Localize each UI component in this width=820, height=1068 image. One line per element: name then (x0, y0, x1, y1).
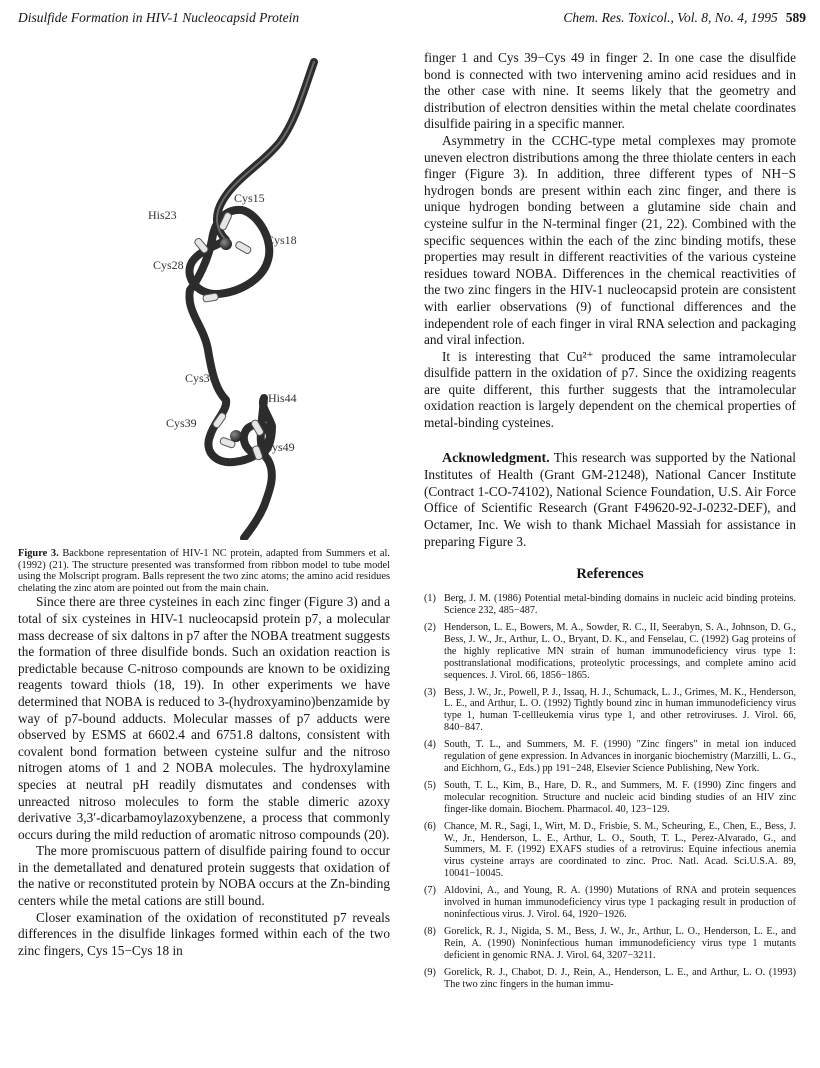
reference-text: Aldovini, A., and Young, R. A. (1990) Mutations of RNA and protein sequences involved in human immunodeficiency virus type 1 packaging result in production of noninfectious virus. J. Virol. 64, 1920−1926. (444, 885, 796, 920)
reference-number: (4) (424, 739, 436, 751)
label-cys28: Cys28 (153, 258, 184, 272)
label-cys18: Cys18 (266, 233, 297, 247)
body-paragraph: It is interesting that Cu²⁺ produced the same intramolecular disulfide pattern in the oxidation of p7. Since the oxidizing reagents are quite different, this further suggests that the intramolecular oxidation reaction is largely dependent on the chemical properties of metal-binding cysteines. (424, 348, 796, 431)
protein-backbone-diagram (18, 50, 390, 540)
reference-text: South, T. L., Kim, B., Hare, D. R., and Summers, M. F. (1990) Zinc fingers and molecular recognition. Structure and nucleic acid binding studies of an HIV zinc finger-like domain. Biochem. Pharmacol. 40, 123−129. (444, 779, 796, 815)
reference-item (424, 821, 796, 881)
left-column (18, 50, 390, 959)
reference-number: (9) (424, 966, 436, 978)
acknowledgment-text: This research was supported by the National Institutes of Health (Grant GM-21248), National Cancer Institute (Contract 1-CO-74102), National Science Foundation, U.S. Air Force Office of Scientific Research (Grant F49620-92-J-0232-DEF), and Octamer, Inc. We wish to thank Michael Massiah for assistance in preparing Figure 3. (424, 449, 796, 549)
reference-text: Berg, J. M. (1986) Potential metal-binding domains in nucleic acid binding proteins. Science 232, 485−487. (444, 593, 796, 617)
body-paragraph: The more promiscuous pattern of disulfide pairing found to occur in the demetallated and denatured protein suggests that oxidation of the native or reconstituted protein by NOBA occurs at the Zn-binding centers while the metal cations are still bound. (18, 843, 390, 909)
zinc-atom-1 (220, 238, 232, 250)
reference-list (424, 593, 796, 990)
reference-number: (8) (424, 925, 436, 937)
label-cys36: Cys36 (185, 371, 216, 385)
journal-citation (563, 10, 806, 26)
reference-item (424, 687, 796, 735)
running-header (18, 10, 806, 30)
reference-item (424, 780, 796, 816)
reference-item (424, 739, 796, 775)
reference-number: (3) (424, 686, 436, 698)
reference-item (424, 967, 796, 991)
body-paragraph: finger 1 and Cys 39−Cys 49 in finger 2. In one case the disulfide bond is connected with two intervening amino acid residues and in the other case with nine. It seems likely that the geometry and distribution of electron densities within the metal chelate coordinates disulfide pairing in a specific manner. (424, 50, 796, 132)
reference-number: (1) (424, 593, 436, 605)
reference-text: Gorelick, R. J., Chabot, D. J., Rein, A., Henderson, L. E., and Arthur, L. O. (1993) The two zinc fingers in the human immu- (444, 966, 796, 990)
caption-label: Figure 3. (18, 548, 59, 559)
label-his23: His23 (148, 208, 177, 222)
figure-caption (18, 548, 390, 594)
reference-text: Bess, J. W., Jr., Powell, P. J., Issaq, H. J., Schumack, L. J., Grimes, M. K., Henderson, L. E., and Arthur, L. O. (1992) Tightly bound zinc in human immunodeficiency virus type 1, human T-cellleukemia virus type 1, and other retroviruses. J. Virol. 66, 840−847. (444, 686, 796, 734)
reference-item (424, 885, 796, 921)
reference-item (424, 593, 796, 617)
label-his44: His44 (268, 391, 297, 405)
references-heading: References (576, 566, 644, 583)
label-cys49: Cys49 (264, 440, 295, 454)
label-cys39: Cys39 (166, 416, 197, 430)
body-paragraph: Asymmetry in the CCHC-type metal complexes may promote uneven electron distributions among the three thiolate centers in each finger (Figure 3). In addition, three different types of NH−S hydrogen bonds are present within each zinc finger, and there is unique hydrogen bonding between a glutamine side chain and cysteine sulfur in the N-terminal finger (21, 22). Combined with the specific sequences within the each of the zinc binding motifs, these properties may result in different reactivities of the various cysteine residues toward NOBA. Differences in the chemical reactivities of the two zinc fingers in the HIV-1 nucleocapsid protein are consistent with earlier observations (9) of functional differences and the independent role of each finger in viral RNA selection and packaging and viral infection. (424, 132, 796, 348)
reference-text: Henderson, L. E., Bowers, M. A., Sowder, R. C., II, Seerabyn, S. A., Johnson, D. G., Bess, J. W., Jr., Arthur, L. O., Bryant, D. K., and Fenselau, C. (1992) Gag proteins of the highly replicative MN strain of human immunodeficiency virus type 1: posttranslational modifications, proteolytic processings, and complete amino acid sequences. J. Virol. 66, 1856−1865. (444, 622, 796, 681)
reference-item (424, 622, 796, 682)
reference-text: Gorelick, R. J., Nigida, S. M., Bess, J. W., Jr., Arthur, L. O., Henderson, L. E., and Rein, A. (1990) Noninfectious human immunodeficiency virus type 1 mutants deficient in genomic RNA. J. Virol. 64, 3207−3211. (444, 925, 796, 961)
side-chain-cys18 (235, 241, 252, 255)
caption-text: Backbone representation of HIV-1 NC protein, adapted from Summers et al. (1992) (21). The structure presented was transformed from ribbon model to tube model using the Molscript program. Balls represent the two zinc atoms; the amino acid residues chelating the zinc atom are pointed out from the main chain. (18, 548, 390, 594)
body-paragraph: Closer examination of the oxidation of reconstituted p7 reveals differences in the disulfide linkages formed within each of the two zinc fingers, Cys 15−Cys 18 in (18, 909, 390, 958)
running-title: Disulfide Formation in HIV-1 Nucleocapsid Protein (18, 10, 300, 25)
body-paragraph: Since there are three cysteines in each zinc finger (Figure 3) and a total of six cysteines in HIV-1 nucleocapsid protein p7, a molecular mass decrease of six daltons in p7 after the NOBA treatment suggests the formation of three disulfide bonds. Such an oxidation reaction is predictable because C-nitroso compounds are known to be oxidizing reagents toward thiols (18, 19). In other experiments we have determined that NOBA is reduced to 3-(hydroxyamino)benzamide by way of p7-bound adducts. Molecular masses of p7 adducts were observed by ESMS at 6602.4 and 6751.8 daltons, consistent with covalent bond formation between cysteine sulfur and the nitroso nitrogen atoms of 1 and 2 NOBA molecules. The hydroxylamine species at neutral pH readily dismutates and condenses with unreacted nitroso molecules to form the stable dimeric azoxy derivative 3,3′-dicarbamoylazoxybenzene, a process that commonly occurs during the mild reduction of aromatic nitroso compounds (20). (18, 594, 390, 842)
right-column (424, 50, 796, 995)
acknowledgment-label: Acknowledgment. (442, 450, 550, 466)
reference-number: (7) (424, 885, 436, 897)
reference-text: Chance, M. R., Sagi, I., Wirt, M. D., Frisbie, S. M., Scheuring, E., Chen, E., Bess, J. W., Jr., Henderson, L. E., Arthur, L. O., South, T. L., Perez-Alvarado, G., and Summers, M. F. (1992) EXAFS studies of a retrovirus: Equine infectious anemia virus cysteine arrays are coordinated to zinc. Proc. Natl. Acad. Sci.U.S.A. 89, 10041−10045. (444, 820, 796, 880)
figure-3 (18, 50, 390, 540)
label-cys15: Cys15 (234, 191, 265, 205)
reference-number: (6) (424, 820, 436, 832)
reference-text: South, T. L., and Summers, M. F. (1990) "Zinc fingers" in metal ion induced regulation of gene expression. In Advances in inorganic biochemistry (Marzilli, L. G., and Eichhorn, G., Eds.) pp 191−248, Elsevier Science Publishing, New York. (444, 739, 796, 774)
reference-item (424, 926, 796, 962)
acknowledgment (424, 450, 796, 551)
reference-number: (2) (424, 622, 436, 634)
reference-number: (5) (424, 779, 436, 791)
page-number: 589 (785, 10, 806, 25)
journal-name: Chem. Res. Toxicol., Vol. 8, No. 4, 1995 (563, 10, 778, 25)
zinc-atom-2 (230, 430, 242, 442)
